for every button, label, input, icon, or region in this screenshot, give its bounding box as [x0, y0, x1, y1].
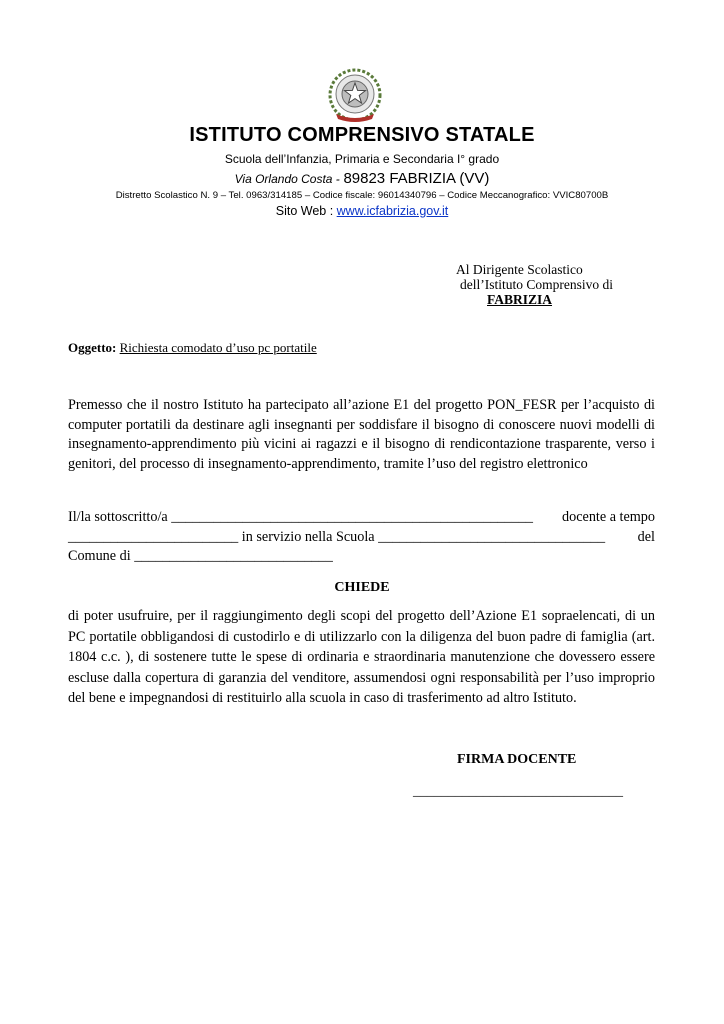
form-line-name: [68, 507, 655, 527]
site-label: Sito Web :: [275, 204, 334, 218]
school-title: ISTITUTO COMPRENSIVO STATALE: [189, 124, 535, 146]
school-subtitle: Scuola dell’Infanzia, Primaria e Secondaria I° grado: [224, 152, 500, 166]
request-paragraph: di poter usufruire, per il raggiungimento degli scopi del progetto dell’Azione E1 sopraelencati, di un PC portatile obbligandosi di custodirlo e di utilizzarlo con la diligenza del buon padre di famiglia (art. 1804 c.c. ), di sostenere tutte le spese di ordinaria e straordinaria manutenzione che dovessero essere escluse dalla copertura di garanzia del venditore, assumendosi ogni responsabilità per l’uso improprio del bene e impegnandosi di restituirlo alla scuola in caso di trasferimento ad altro Istituto.: [68, 608, 655, 706]
form-line-school: [68, 527, 655, 547]
address-street: Via Orlando Costa -: [234, 172, 340, 186]
signature-line[interactable]: ______________________________: [413, 784, 623, 799]
del-label: del: [637, 529, 655, 545]
subject-label: Oggetto:: [68, 340, 117, 355]
district-info: Distretto Scolastico N. 9 – Tel. 0963/314185 – Codice fiscale: 96014340796 – Codice Meccanografico: VVIC80700B: [115, 190, 609, 201]
comune-field[interactable]: Comune di ____________________________: [68, 548, 333, 564]
subject-line: [68, 338, 317, 358]
republic-emblem-icon: [326, 67, 384, 125]
recipient-line-3: FABRIZIA: [487, 292, 553, 307]
subject-text: Richiesta comodato d’uso pc portatile: [119, 340, 317, 355]
recipient-line-1: Al Dirigente Scolastico: [456, 262, 583, 277]
docente-label: docente a tempo: [562, 509, 655, 525]
recipient-line-2: dell’Istituto Comprensivo di: [460, 277, 613, 292]
name-field[interactable]: Il/la sottoscritto/a ___________________________________________________: [68, 509, 534, 525]
school-field[interactable]: ________________________ in servizio nella Scuola ________________________________: [68, 529, 606, 545]
request-heading: CHIEDE: [334, 580, 390, 595]
address-city: 89823 FABRIZIA (VV): [343, 170, 490, 187]
premise-paragraph: Premesso che il nostro Istituto ha partecipato all’azione E1 del progetto PON_FESR per l’acquisto di computer portatili da destinare agli insegnanti per soddisfare il bisogno di conoscere nuovi modelli di insegnamento-apprendimento più vicini ai ragazzi e il bisogno di rendicontazione trasparente, verso i genitori, del processo di insegnamento-apprendimento, tramite l’uso del registro elettronico: [68, 397, 655, 472]
site-link[interactable]: www.icfabrizia.gov.it: [336, 204, 449, 218]
signature-label: FIRMA DOCENTE: [457, 752, 577, 767]
recipient-block: [456, 262, 656, 307]
school-address: [0, 170, 724, 187]
school-website: [0, 204, 724, 218]
